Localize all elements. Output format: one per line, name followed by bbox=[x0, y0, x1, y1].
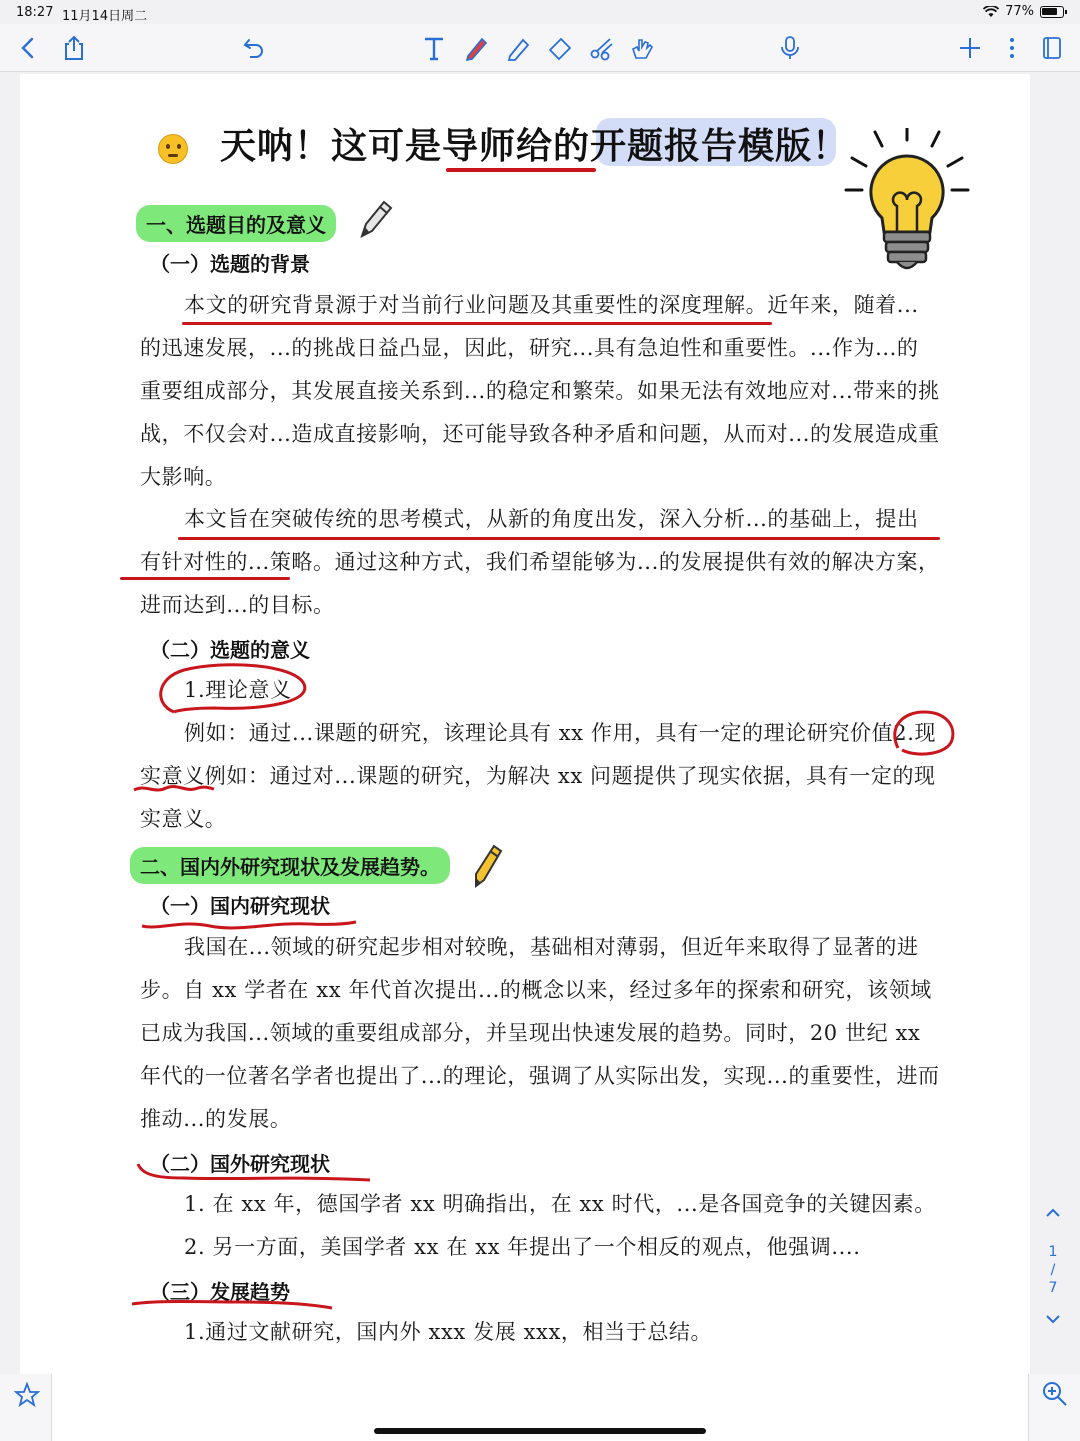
underline-annotation bbox=[120, 577, 290, 580]
chevron-down-icon bbox=[1045, 1314, 1061, 1326]
zoom-button[interactable] bbox=[1028, 1374, 1080, 1441]
text-tool-icon[interactable] bbox=[418, 32, 450, 64]
undo-icon[interactable] bbox=[238, 32, 270, 64]
paragraph-background-1: 本文的研究背景源于对当前行业问题及其重要性的深度理解。近年来，随着...的迅速发展，...的挑战日益凸显，因此，研究...具有急迫性和重要性。...作为...的重要组成部分，其发展直接关系到...的稳定和繁荣。如果无法有效地应对...带来的挑战，不仅会对...造成直接影响，还可能导致各种矛盾和问题，从而对...的发展造成重大影响。 bbox=[140, 293, 940, 489]
pencil-icon bbox=[470, 842, 504, 890]
page-indicator-separator: / bbox=[1050, 1262, 1056, 1278]
section-2-heading: 二、国内外研究现状及发展趋势。 bbox=[130, 847, 450, 884]
underline-annotation bbox=[182, 322, 772, 325]
paragraph-background-2: 本文旨在突破传统的思考模式，从新的角度出发，深入分析...的基础上，提出有针对性的...策略。通过这种方式，我们希望能够为...的发展提供有效的解决方案，进而达到...的目标。 bbox=[140, 507, 940, 617]
section-1-heading: 一、选题目的及意义 bbox=[136, 205, 336, 242]
lightbulb-icon bbox=[842, 128, 972, 278]
status-date: 11月14日周二 bbox=[62, 9, 148, 24]
section-2-sub-2: （二）国外研究现状 bbox=[150, 1152, 330, 1176]
plus-icon[interactable] bbox=[954, 32, 986, 64]
foreign-item-2: 2. 另一方面，美国学者 xx 在 xx 年提出了一个相反的观点，他强调.... bbox=[184, 1235, 861, 1259]
page-indicator-current: 1 bbox=[1048, 1244, 1058, 1260]
section-2-sub-1: （一）国内研究现状 bbox=[150, 894, 330, 918]
scissors-icon[interactable] bbox=[586, 32, 618, 64]
page-down-button[interactable] bbox=[1038, 1314, 1068, 1330]
paragraph-significance: 例如：通过...课题的研究，该理论具有 xx 作用，具有一定的理论研究价值2.现实意义例如：通过对...课题的研究，为解决 xx 问题提供了现实依据，具有一定的现实意义。 bbox=[140, 721, 937, 831]
title-underline bbox=[446, 168, 596, 172]
zoom-in-icon bbox=[1041, 1380, 1069, 1408]
page-title: 天呐！这可是导师给的开题报告模版！ bbox=[220, 126, 850, 167]
pages-icon[interactable] bbox=[1036, 32, 1068, 64]
pen-icon[interactable] bbox=[460, 32, 492, 64]
star-icon bbox=[14, 1382, 40, 1408]
chevron-left-icon[interactable] bbox=[12, 32, 44, 64]
section-1-sub-2: （二）选题的意义 bbox=[150, 638, 310, 662]
page-up-button[interactable] bbox=[1038, 1206, 1068, 1222]
paragraph-domestic: 我国在...领域的研究起步相对较晚，基础相对薄弱，但近年来取得了显著的进步。自 xx 学者在 xx 年代首次提出...的概念以来，经过多年的探索和研究，该领域已成为我国...领域的重要组成部分，并呈现出快速发展的趋势。同时，20 世纪 xx 年代的一位著名学者也提出了...的理论，强调了从实际出发，实现...的重要性，进而推动...的发展。 bbox=[140, 935, 940, 1131]
circle-annotation bbox=[888, 708, 960, 760]
page-indicator-total: 7 bbox=[1048, 1280, 1058, 1296]
battery-percent: 77% bbox=[1005, 4, 1034, 19]
section-1-sub-1: （一）选题的背景 bbox=[150, 252, 310, 276]
home-indicator[interactable] bbox=[374, 1428, 706, 1434]
pencil-icon bbox=[358, 198, 394, 240]
eraser-icon[interactable] bbox=[544, 32, 576, 64]
hand-icon[interactable] bbox=[626, 32, 658, 64]
toolbar bbox=[0, 24, 1080, 72]
favorite-button[interactable] bbox=[0, 1374, 52, 1441]
squiggle-annotation bbox=[132, 780, 216, 796]
foreign-item-1: 1. 在 xx 年，德国学者 xx 明确指出，在 xx 时代，...是各国竞争的关键因素。 bbox=[184, 1192, 936, 1216]
underline-annotation bbox=[178, 537, 940, 540]
status-time: 18:27 bbox=[16, 5, 54, 20]
status-bar bbox=[0, 0, 1080, 24]
circle-annotation bbox=[154, 658, 314, 718]
thinking-face-icon bbox=[158, 134, 188, 164]
microphone-icon[interactable] bbox=[774, 32, 806, 64]
trend-item-1: 1.通过文献研究，国内外 xxx 发展 xxx，相当于总结。 bbox=[184, 1320, 713, 1344]
wifi-icon bbox=[983, 6, 999, 18]
battery-icon bbox=[1040, 6, 1064, 18]
highlighter-icon[interactable] bbox=[502, 32, 534, 64]
status-right bbox=[983, 4, 1064, 19]
chevron-up-icon bbox=[1045, 1206, 1061, 1218]
theory-significance-label: 1.理论意义 bbox=[184, 678, 292, 702]
section-2-sub-3: （三）发展趋势 bbox=[150, 1280, 290, 1304]
more-icon[interactable] bbox=[996, 32, 1028, 64]
share-icon[interactable] bbox=[58, 32, 90, 64]
